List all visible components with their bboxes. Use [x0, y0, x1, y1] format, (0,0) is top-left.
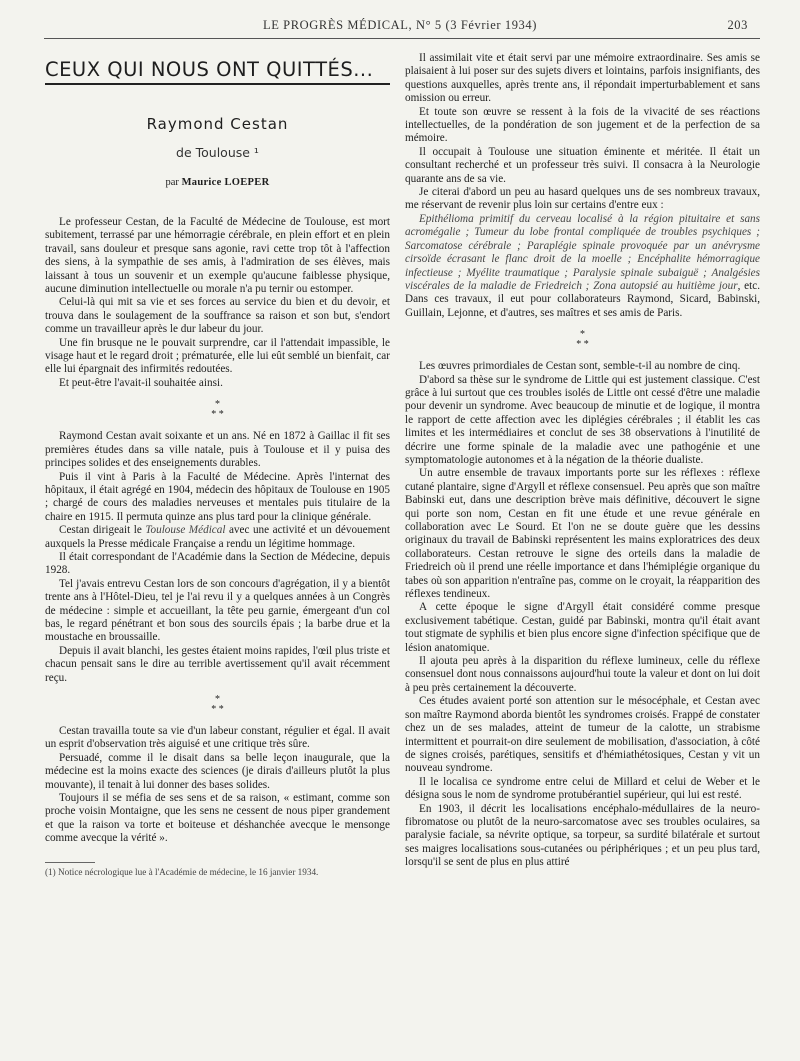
paragraph: Tel j'avais entrevu Cestan lors de son concours d'agrégation, il y a bientôt trente ans à l'Hôtel-Dieu, tel je l'ai revu il y a quelques années à un Congrès de médecine : simple et accueillant, la tête peu garnie, émergeant d'un col bas, le regard pénétrant et bon sous des sourcils épais ; la barbe drue et la moustache en broussaille.: [45, 577, 390, 644]
running-head: [0, 18, 800, 36]
header-rule: [44, 38, 760, 39]
footnote: (1) Notice nécrologique lue à l'Académie de médecine, le 16 janvier 1934.: [45, 866, 319, 877]
paragraph: Cestan travailla toute sa vie d'un labeur constant, régulier et égal. Il avait un esprit d'observation très aiguisé et une critique très sûre.: [45, 725, 390, 751]
section-separator: * * *: [211, 694, 224, 715]
paragraph: Les œuvres primordiales de Cestan sont, semble-t-il au nombre de cinq.: [419, 360, 741, 373]
paragraph: Un autre ensemble de travaux importants porte sur les réflexes : réflexe cutané plantaire, signe d'Argyll et réflexe consensuel. Peu après que son maître Babinski eut, dans une description brève mais définitive, découvert le signe qui porte son nom, Cestan en fit une étude et une revue générale en collaboration avec Le Sourd. Et l'on ne se doute guère que les dessins originaux du travail de Babinski représentent les mains exploratrices des deux collaborateurs. Cestan retrouve le signe des orteils dans la maladie de Friedreich où il prend une réelle importance et dans l'hémiplégie organique du tabes où son apparition n'entraîne pas, comme on le croyait, la réapparition des réflexes tendineux.: [405, 467, 760, 601]
footnote-rule: [45, 862, 95, 863]
paragraph: Celui-là qui mit sa vie et ses forces au service du bien et du devoir, et trouva dans le soulagement de la souffrance sa raison et son but, s'endort comme un travailleur après le dur labeur du jour.: [45, 296, 390, 336]
journal-name: Toulouse Médical: [145, 524, 226, 537]
paragraph: Persuadé, comme il le disait dans sa belle leçon inaugurale, que la médecine est la moins exacte des sciences (je dirais d'ailleurs plutôt la plus mouvante), il tenait à lui donner des bases solides.: [45, 751, 390, 791]
left-column: [45, 52, 390, 877]
article-title: Raymond Cestan: [146, 115, 289, 133]
paragraph: A cette époque le signe d'Argyll était considéré comme presque exclusivement tabétique. Cestan, guidé par Babinski, montra qu'il était avant tout stigmate de syphilis et bien plus encore signe d'infection spécifique que de lésion anatomique.: [405, 601, 760, 654]
paragraph: Toujours il se méfia de ses sens et de sa raison, « estimant, comme son proche voisin Montaigne, que les sens ne cessent de nous piper grandement et que la raison va torte et boiteuse et déshanchée avecque le mensonge comme avecque la vérité ».: [45, 792, 390, 845]
paragraph: Puis il vint à Paris à la Faculté de Médecine. Après l'internat des hôpitaux, il était agrégé en 1904, médecin des hôpitaux de Toulouse en 1905 ; chargé de cours des maladies nerveuses et mentales puis titulaire de la chaire en 1915. Il permuta quinze ans plus tard pour la clinique générale.: [45, 470, 390, 523]
paragraph: Il le localisa ce syndrome entre celui de Millard et celui de Weber et le désigna sous le nom de syndrome protubérantiel supérieur, qui lui est resté.: [405, 775, 760, 802]
paragraph: Et toute son œuvre se ressent à la fois de la vivacité de ses réactions intellectuelles, de la pondération de son jugement et de la perfection de sa mémoire.: [405, 105, 760, 145]
section-separator: * * *: [211, 399, 224, 421]
paragraph: Il était correspondant de l'Académie dans la Section de Médecine, depuis 1928.: [45, 550, 390, 577]
paragraph: Epithélioma primitif du cerveau localisé à la région pituitaire et sans acromégalie ; Tumeur du lobe frontal compliquée de troubles psychiques ; Sarcomatose cérébrale ; Paraplégie spinale provoquée par un anévrysme cirsoïde écrasant le flanc droit de la moelle ; Encéphalite hémorragique infectieuse ; Myélite traumatique ; Paralysie spinale subaiguë ; Analgésies viscérales de la maladie de Friedreich ; Zona autopsié au huitième jour, etc. Dans ces travaux, il eut pour collaborateurs Raymond, Sicard, Babinski, Guillain, Lejonne, et d'autres, ses maîtres et ses amis de Paris.: [405, 212, 760, 319]
paragraph: Une fin brusque ne le pouvait surprendre, car il l'attendait impassible, le visage haut et le regard droit ; prématurée, elle lui eût semblé un bienfait, car elle lui épargnait des infirmités redoutées.: [45, 336, 390, 376]
paragraph: Il occupait à Toulouse une situation éminente et méritée. Il était un consultant recherché et un professeur très suivi. Il consacra à la Neurologie quarante ans de sa vie.: [405, 145, 760, 185]
author-name: Maurice LOEPER: [181, 177, 270, 188]
paragraph: D'abord sa thèse sur le syndrome de Little qui est justement classique. C'est grâce à lui surtout que ces troubles isolés de Little ont cessé d'être une maladie pour devenir un syndrome. Avec beaucoup de minutie et de logique, il montra le rapport de cette affection avec les diplégies cérébrales ; il établit les cas limites et les intermédiaires et conclut de ses 38 observations à l'inutilité de décrire une forme spinale de la maladie avec une pathogénie et une symptomatologie autonomes et à la négation de la théorie dualiste.: [405, 373, 760, 466]
page-number: 203: [727, 18, 748, 32]
byline: [45, 177, 390, 188]
paragraph: Je citerai d'abord un peu au hasard quelques uns de ses nombreux travaux, me réservant de revenir plus loin sur certains d'entre eux :: [405, 186, 760, 212]
paragraph: Et peut-être l'avait-il souhaitée ainsi.: [59, 376, 223, 389]
paragraph: Il assimilait vite et était servi par une mémoire extraordinaire. Ses amis se plaisaient à lui poser sur des sujets divers et lointains, parfois insignifiants, des questions auxquelles, après trente ans, il répondait imperturbablement et sans omission ou erreur.: [405, 52, 760, 105]
paragraph: Raymond Cestan avait soixante et un ans. Né en 1872 à Gaillac il fit ses premières études dans sa ville natale, puis à Toulouse et il y puisa des principes solides et des enseignements durables.: [45, 430, 390, 470]
paragraph: Depuis il avait blanchi, les gestes étaient moins rapides, l'œil plus triste et chacun pensait sans le dire au terrible avertissement qu'il avait récemment reçu.: [45, 644, 390, 684]
paragraph: Il ajouta peu après à la disparition du réflexe lumineux, celle du réflexe consensuel dont nous connaissons aujourd'hui toute la valeur et dont on lui doit à peu près certainement la découverte.: [405, 655, 760, 694]
works-list: Epithélioma primitif du cerveau localisé à la région pituitaire et sans acromégalie ; Tumeur du lobe frontal compliquée de troubles psychiques ; Sarcomatose cérébrale ; Paraplégie spinale provoquée par un anévrysme cirsoïde écrasant le flanc droit de la moelle ; Encéphalite hémorragique infectieuse ; Myélite traumatique ; Paralysie spinale subaiguë ; Analgésies viscérales de la maladie de Friedreich ; Zona autopsié au huitième jour: [405, 212, 760, 292]
section-separator: * * *: [576, 329, 589, 351]
paragraph: Ces études avaient porté son attention sur le mésocéphale, et Cestan avec son maître Raymond aborda bientôt les syndromes croisés. Frappé de constater chez un de ses malades, atteint de tumeur de la calotte, un strabisme intermittent et pourrait-on dire seulement de mobilisation, d'association, à côté de signes croisés, parétiques, sensitifs et d'hémiathétosiques, Cestan y vit un nouveau syndrome.: [405, 695, 760, 775]
article-subtitle: de Toulouse ¹: [176, 145, 259, 160]
byline-prefix: par: [165, 177, 179, 188]
journal-header-title: LE PROGRÈS MÉDICAL, N° 5 (3 Février 1934): [262, 18, 538, 32]
right-column: [405, 52, 760, 870]
section-title: CEUX QUI NOUS ONT QUITTÉS...: [45, 58, 390, 85]
paragraph: Le professeur Cestan, de la Faculté de Médecine de Toulouse, est mort subitement, terrassé par une hémorragie cérébrale, en plein effort et en plein travail, sans douleur et presque sans agonie, ravi cette trop tôt à l'affection des siens, à la sympathie de ses amis, à l'admiration de ses élèves, mais laissant à tous un souvenir et un exemple qu'aucune faiblesse physique, aucune diminution intellectuelle ou morale n'a pu ternir ou estomper.: [45, 216, 390, 296]
paragraph: Cestan dirigeait le Toulouse Médical avec une activité et un dévouement auxquels la Presse médicale Française a rendu un légitime hommage.: [45, 524, 390, 550]
paragraph: En 1903, il décrit les localisations encéphalo-médullaires de la neuro-fibromatose ou plutôt de la neuro-sarcomatose avec ses troubles oculaires, sa paralysie faciale, sa névrite optique, sa torpeur, sa surdité bilatérale et surtout ses maigres localisations sous-cutanées ou périphériques ; et un peu plus tard, lorsqu'il se sent de plus en plus attiré: [405, 802, 760, 869]
